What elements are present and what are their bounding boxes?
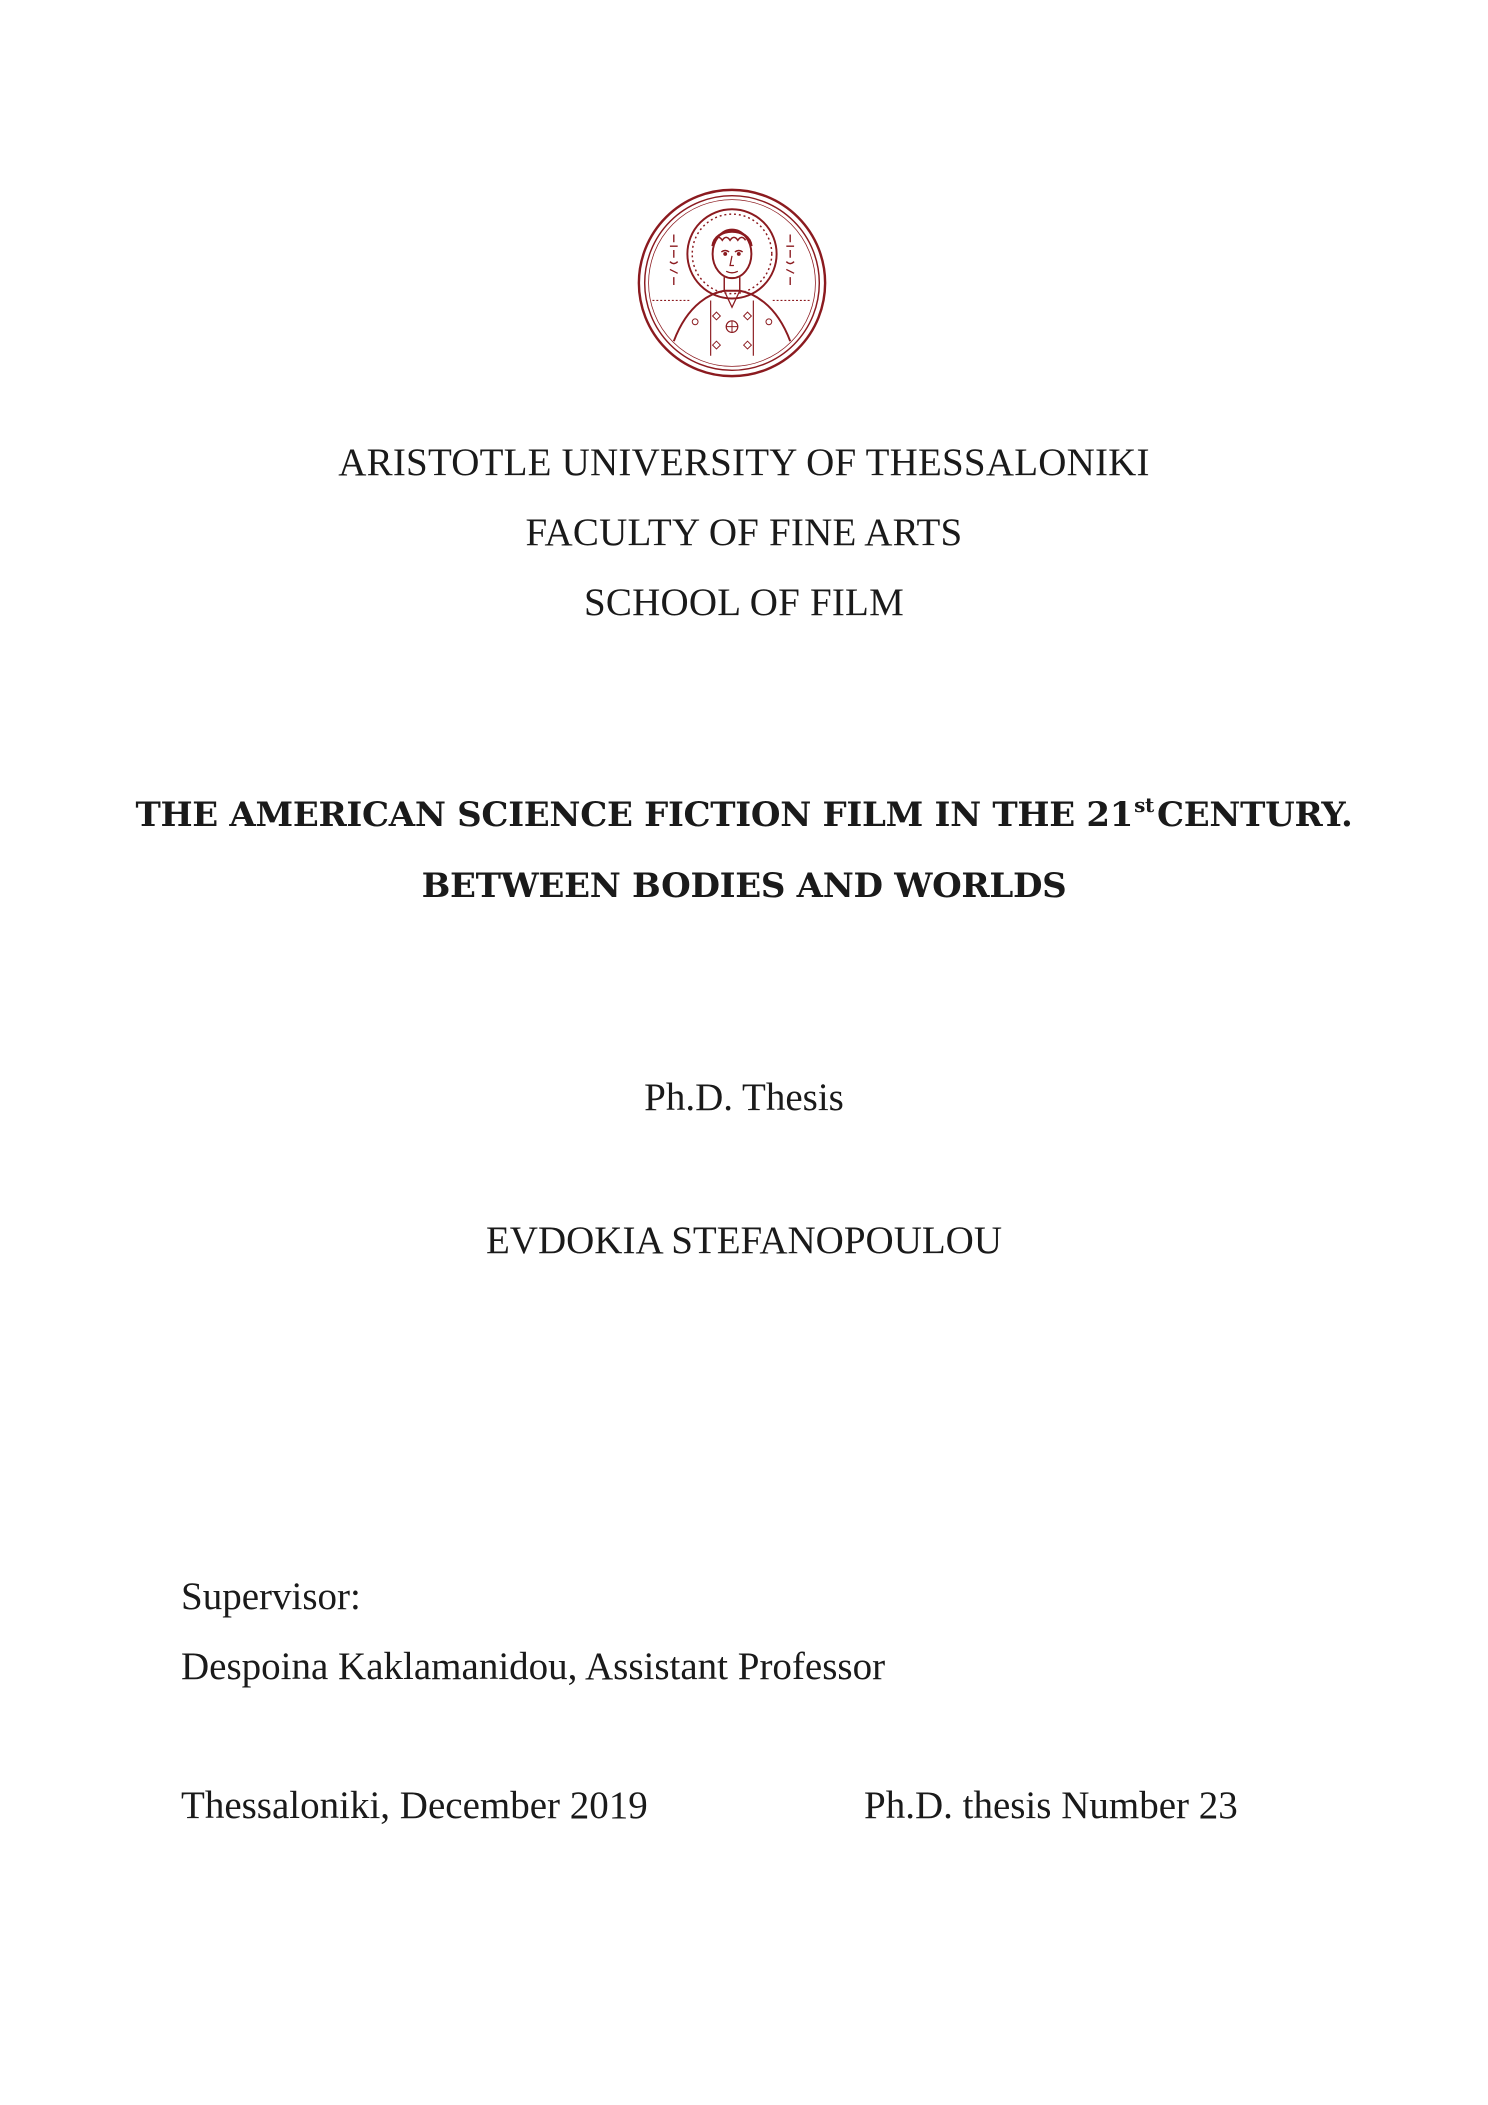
thesis-title-prefix: THE AMERICAN SCIENCE FICTION FILM IN THE 21 xyxy=(135,795,1134,835)
thesis-title-ordinal: st xyxy=(1134,793,1154,817)
supervisor-label: Supervisor: xyxy=(181,1575,361,1618)
place-date: Thessaloniki, December 2019 xyxy=(181,1784,648,1827)
supervisor-name: Despoina Kaklamanidou, Assistant Professor xyxy=(181,1645,886,1688)
thesis-type: Ph.D. Thesis xyxy=(644,1076,844,1119)
faculty-name: FACULTY OF FINE ARTS xyxy=(525,511,963,554)
thesis-title-line-2: BETWEEN BODIES AND WORLDS xyxy=(421,866,1067,906)
university-seal-icon xyxy=(635,186,829,380)
school-name: SCHOOL OF FILM xyxy=(584,581,904,624)
thesis-title-suffix: CENTURY. xyxy=(1156,795,1353,835)
thesis-title-line-1 xyxy=(0,795,1488,835)
thesis-number: Ph.D. thesis Number 23 xyxy=(864,1784,1238,1827)
university-name: ARISTOTLE UNIVERSITY OF THESSALONIKI xyxy=(338,441,1150,484)
author-name: EVDOKIA STEFANOPOULOU xyxy=(485,1219,1003,1262)
